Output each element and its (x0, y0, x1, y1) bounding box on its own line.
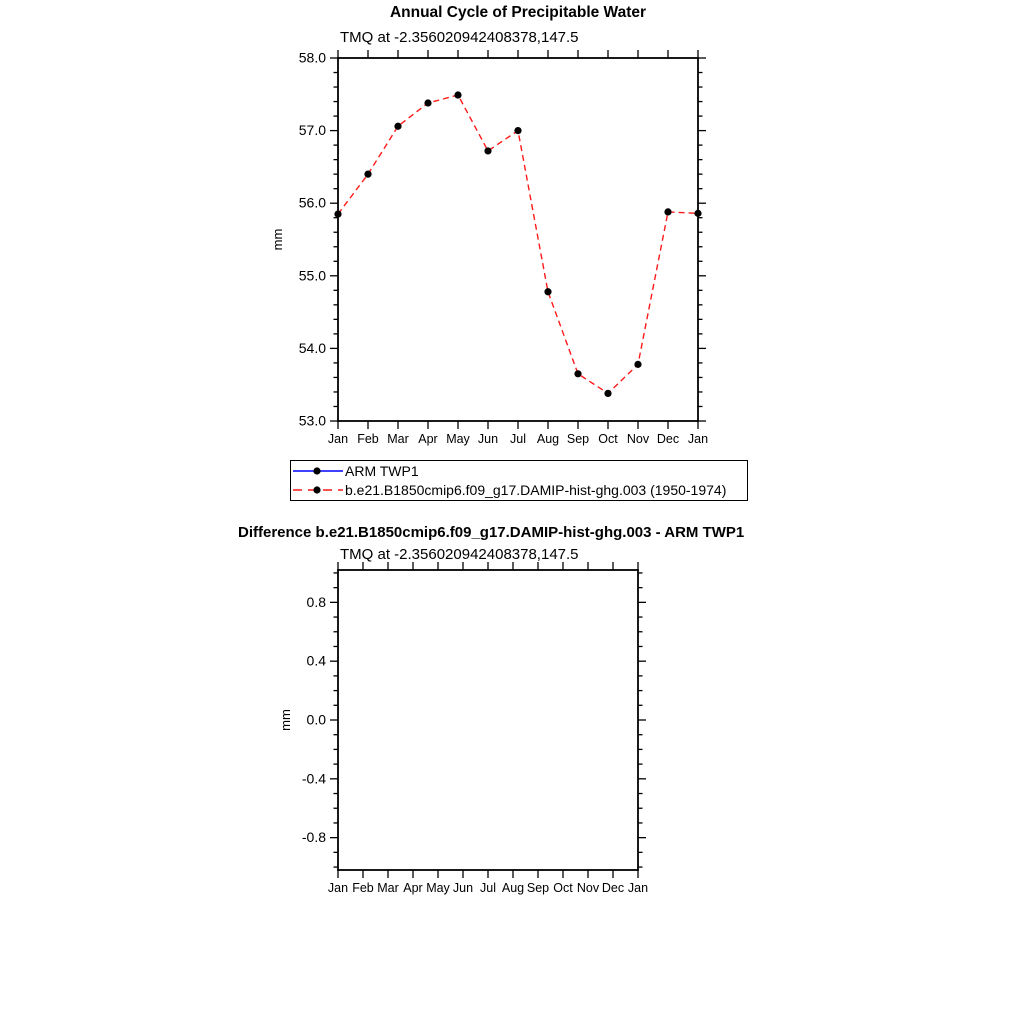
data-point-marker (574, 370, 581, 377)
x-tick-label: Apr (418, 432, 438, 446)
axis-frame (338, 58, 698, 421)
legend-sample-marker (313, 467, 320, 474)
data-point-marker (424, 99, 431, 106)
x-tick-label: Jan (327, 881, 349, 895)
y-tick-label: 54.0 (298, 339, 326, 356)
x-tick-label: Sep (526, 881, 550, 895)
data-point-marker (454, 91, 461, 98)
data-point-marker (604, 390, 611, 397)
x-tick-label: Oct (598, 432, 618, 446)
chart2-title: Difference b.e21.B1850cmip6.f09_g17.DAMIP-hist-ghg.003 - ARM TWP1 (238, 524, 745, 541)
legend-label-model: b.e21.B1850cmip6.f09_g17.DAMIP-hist-ghg.003 (1950-1974) (345, 482, 727, 499)
obs-line-sample-icon (291, 462, 345, 480)
y-tick-label: 55.0 (298, 267, 326, 284)
data-point-marker (634, 361, 641, 368)
y-tick-label: 0.0 (306, 711, 326, 728)
x-tick-label: Jul (480, 881, 496, 895)
x-tick-label: Jun (477, 432, 499, 446)
y-axis-label: mm (278, 709, 293, 731)
x-tick-label: Aug (536, 432, 560, 446)
data-point-marker (664, 208, 671, 215)
data-point-marker (514, 127, 521, 134)
y-tick-label: 53.0 (298, 412, 326, 429)
legend-box (290, 460, 748, 501)
x-tick-label: Nov (576, 881, 600, 895)
x-tick-label: Apr (403, 881, 423, 895)
x-tick-label: Sep (566, 432, 590, 446)
chart2-subtitle: TMQ at -2.356020942408378,147.5 (340, 546, 579, 563)
x-tick-label: Dec (656, 432, 680, 446)
y-tick-label: -0.8 (301, 829, 326, 846)
x-tick-label: Mar (377, 881, 399, 895)
y-tick-label: 57.0 (298, 122, 326, 139)
x-tick-label: Dec (601, 881, 625, 895)
data-point-marker (694, 210, 701, 217)
x-tick-label: Aug (501, 881, 525, 895)
x-tick-label: Nov (626, 432, 650, 446)
legend-entry-obs (291, 461, 747, 480)
legend-label-obs: ARM TWP1 (345, 462, 419, 479)
y-tick-label: 0.8 (306, 593, 326, 610)
legend-sample-marker (313, 487, 320, 494)
x-tick-label: May (446, 432, 470, 446)
x-tick-label: Oct (553, 881, 573, 895)
x-tick-label: Jun (452, 881, 474, 895)
x-tick-label: Jul (510, 432, 526, 446)
chart1-title: Annual Cycle of Precipitable Water (389, 4, 647, 21)
y-tick-label: 56.0 (298, 194, 326, 211)
data-point-marker (544, 288, 551, 295)
x-tick-label: Jan (327, 432, 349, 446)
data-point-marker (334, 210, 341, 217)
x-tick-label: Feb (357, 432, 379, 446)
plot-panel (270, 50, 708, 447)
x-tick-label: Mar (387, 432, 409, 446)
x-tick-label: Feb (352, 881, 374, 895)
x-tick-label: Jan (687, 432, 709, 446)
y-tick-label: 0.4 (306, 652, 326, 669)
data-point-marker (484, 147, 491, 154)
data-point-marker (394, 123, 401, 130)
data-point-marker (364, 171, 371, 178)
model-line-sample-icon (291, 481, 345, 499)
axis-frame (338, 570, 638, 870)
series-line (338, 95, 698, 393)
y-tick-label: -0.4 (301, 770, 326, 787)
plot-panel (278, 562, 648, 895)
y-axis-label: mm (270, 228, 285, 251)
chart1-subtitle: TMQ at -2.356020942408378,147.5 (340, 29, 579, 46)
x-tick-label: Jan (627, 881, 649, 895)
y-tick-label: 58.0 (298, 49, 326, 66)
legend-entry-model (291, 481, 747, 500)
x-tick-label: May (426, 881, 450, 895)
